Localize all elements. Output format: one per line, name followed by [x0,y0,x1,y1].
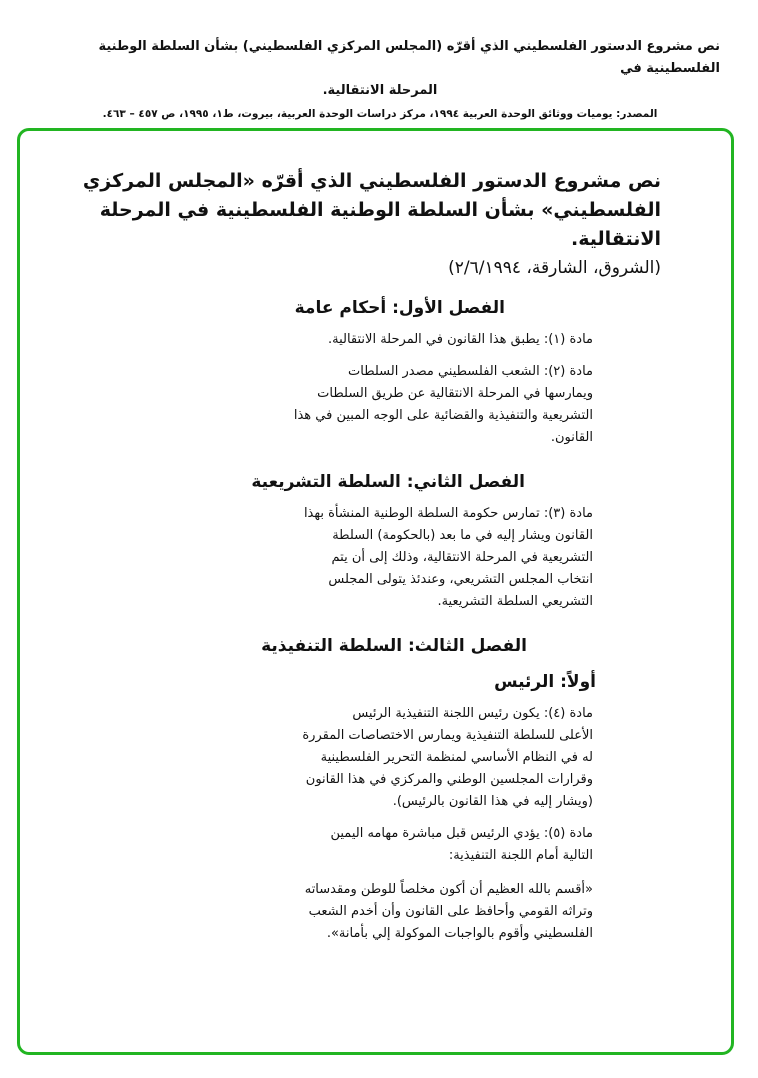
source-citation: المصدر: يوميات ووثائق الوحدة العربية ١٩٩٤، مركز دراسات الوحدة العربية، بيروت، ط١، ١٩٩٥، ص ٤٥٧ – ٤٦٣. [102,108,658,120]
article-line: مادة (٤): يكون رئيس اللجنة التنفيذية الرئيس [352,706,593,721]
document-frame [17,128,734,1055]
article-line: مادة (٢): الشعب الفلسطيني مصدر السلطات [348,364,593,379]
article-line: القانون ويشار إليه في ما بعد (بالحكومة) السلطة [332,528,593,543]
citation: (الشروق، الشارقة، ٢/٦/١٩٩٤) [448,258,661,278]
article-line: التشريعي السلطة التشريعية. [437,594,593,609]
article-1 [140,329,593,351]
article-line: (ويشار إليه في هذا القانون بالرئيس). [392,794,593,809]
article-line: التشريعية في المرحلة الانتقالية، وذلك إلى أن يتم [331,550,593,565]
article-5 [140,823,593,867]
oath-line: الفلسطيني وأقوم بالواجبات الموكولة إلي بأمانة». [326,926,593,941]
article-line: التالية أمام اللجنة التنفيذية: [448,848,593,863]
section-heading: أولاً: الرئيس [494,672,596,692]
article-line: مادة (٥): يؤدي الرئيس قبل مباشرة مهامه اليمين [330,826,593,841]
oath-line: وتراثه القومي وأحافظ على القانون وأن أخدم الشعب [308,904,593,919]
oath-text [140,879,593,945]
article-line: له في النظام الأساسي لمنظمة التحرير الفلسطينية [320,750,593,765]
article-3 [140,503,593,613]
article-line: مادة (٣): تمارس حكومة السلطة الوطنية المنشأة بهذا [303,506,593,521]
header-title [40,0,720,102]
header-title-line: المرحلة الانتقالية. [322,83,438,98]
chapter-1-heading: الفصل الأول: أحكام عامة [294,298,505,318]
article-4 [140,703,593,813]
article-line: القانون. [550,430,593,445]
article-line: مادة (١): يطبق هذا القانون في المرحلة الانتقالية. [327,332,593,347]
chapter-2-heading: الفصل الثاني: السلطة التشريعية [251,472,525,492]
chapter-3-heading: الفصل الثالث: السلطة التنفيذية [261,636,527,656]
title-line: الفلسطيني» بشأن السلطة الوطنية الفلسطينية في المرحلة الانتقالية. [99,199,661,250]
article-2 [140,361,593,449]
article-line: ويمارسها في المرحلة الانتقالية عن طريق السلطات [317,386,593,401]
title-line: نص مشروع الدستور الفلسطيني الذي أقرّه «المجلس المركزي [82,170,661,192]
document-title [80,167,661,283]
article-line: وقرارات المجلسين الوطني والمركزي في هذا القانون [305,772,593,787]
article-line: الأعلى للسلطة التنفيذية ويمارس الاختصاصات المقررة [302,728,593,743]
article-line: التشريعية والتنفيذية والقضائية على الوجه المبين في هذا [293,408,593,423]
header-title-line: نص مشروع الدستور الفلسطيني الذي أقرّه (المجلس المركزي الفلسطيني) بشأن السلطة الوطنية الفلسطينية في [98,39,720,76]
article-line: انتخاب المجلس التشريعي، وعندئذ يتولى المجلس [328,572,593,587]
oath-line: «أقسم بالله العظيم أن أكون مخلصاً للوطن ومقدساته [304,882,593,897]
